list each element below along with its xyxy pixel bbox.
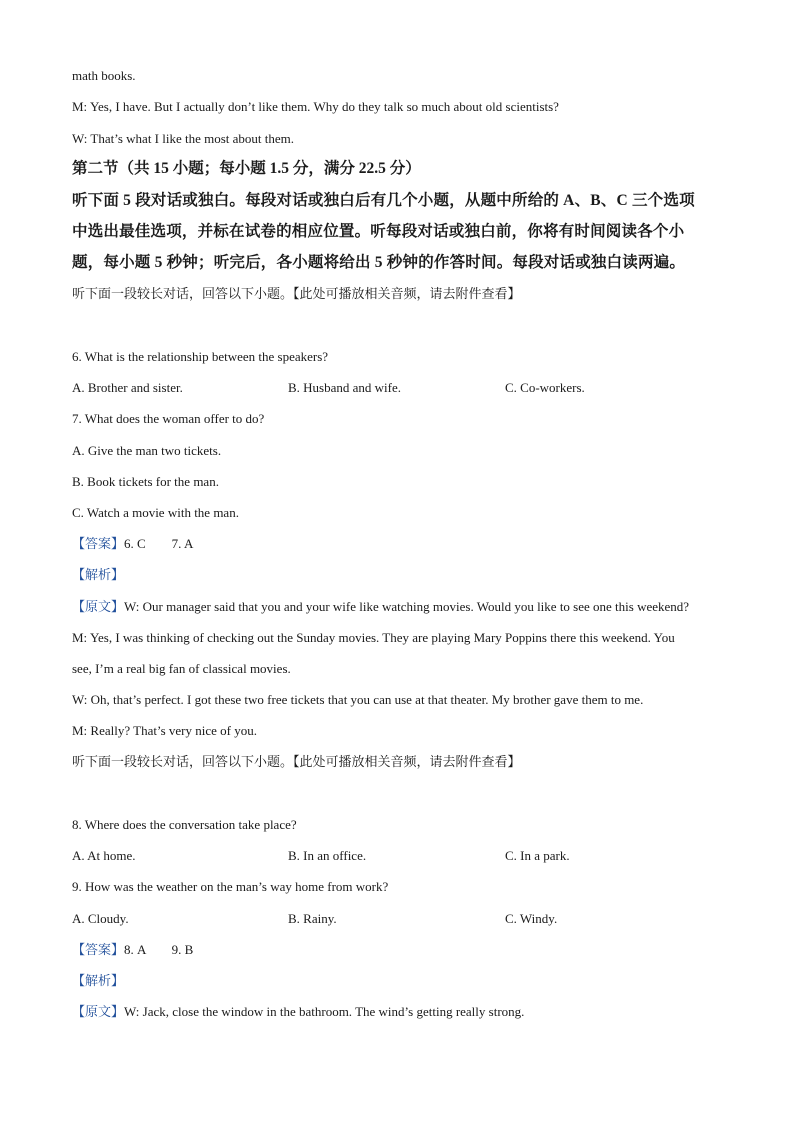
text-line: M: Yes, I have. But I actually don’t like them. Why do they talk so much about old scientists? — [72, 99, 559, 114]
q6-option-a: A. Brother and sister. — [72, 380, 183, 395]
transcript-tag: 【原文】 — [72, 1005, 125, 1020]
answer-tag: 【答案】 — [72, 943, 125, 958]
q6-option-b: B. Husband and wife. — [288, 380, 402, 395]
analysis-line — [72, 972, 124, 991]
q9-option-a: A. Cloudy. — [72, 911, 129, 926]
transcript-text: W: Jack, close the window in the bathroom. The wind’s getting really strong. — [124, 1004, 525, 1019]
transcript-text: M: Really? That’s very nice of you. — [72, 723, 257, 738]
q7-option-a: A. Give the man two tickets. — [72, 443, 222, 458]
q6-option-c: C. Co-workers. — [505, 380, 585, 395]
q8-option-c: C. In a park. — [505, 848, 570, 863]
answer-values: 8. A 9. B — [124, 942, 194, 957]
instruction-line: 听下面 5 段对话或独白。每段对话或独白后有几个小题，从题中所给的 A、B、C 三个选项 — [72, 192, 695, 209]
q7-option-c: C. Watch a movie with the man. — [72, 505, 239, 520]
transcript-tag: 【原文】 — [72, 600, 125, 615]
transcript-text: M: Yes, I was thinking of checking out the Sunday movies. They are playing Mary Poppins there this weekend. You — [72, 630, 675, 645]
q8-option-b: B. In an office. — [288, 848, 367, 863]
answer-values: 6. C 7. A — [124, 536, 194, 551]
q8-option-a: A. At home. — [72, 848, 136, 863]
q9-option-c: C. Windy. — [505, 911, 558, 926]
instruction-line: 题，每小题 5 秒钟；听完后，各小题将给出 5 秒钟的作答时间。每段对话或独白读两遍。 — [72, 254, 686, 271]
q9-option-b: B. Rainy. — [288, 911, 337, 926]
analysis-tag: 【解析】 — [72, 568, 125, 583]
question-8: 8. Where does the conversation take place? — [72, 817, 297, 832]
question-6: 6. What is the relationship between the speakers? — [72, 349, 329, 364]
answer-line — [72, 535, 193, 554]
transcript-text: W: Oh, that’s perfect. I got these two free tickets that you can use at that theater. My brother gave them to me. — [72, 692, 644, 707]
listening-intro: 听下面一段较长对话，回答以下小题。【此处可播放相关音频，请去附件查看】 — [72, 755, 521, 770]
analysis-line — [72, 566, 124, 585]
analysis-tag: 【解析】 — [72, 974, 125, 989]
listening-intro: 听下面一段较长对话，回答以下小题。【此处可播放相关音频，请去附件查看】 — [72, 287, 521, 302]
transcript-text: see, I’m a real big fan of classical movies. — [72, 661, 291, 676]
answer-line — [72, 941, 193, 960]
instruction-line: 中选出最佳选项，并标在试卷的相应位置。听每段对话或独白前，你将有时间阅读各个小 — [72, 223, 685, 240]
q7-option-b: B. Book tickets for the man. — [72, 474, 219, 489]
text-line: math books. — [72, 68, 136, 83]
answer-tag: 【答案】 — [72, 537, 125, 552]
question-9: 9. How was the weather on the man’s way home from work? — [72, 879, 389, 894]
transcript-text: W: Our manager said that you and your wife like watching movies. Would you like to see one this weekend? — [124, 599, 690, 614]
section-heading: 第二节（共 15 小题；每小题 1.5 分，满分 22.5 分） — [72, 160, 421, 177]
transcript-line — [72, 598, 689, 617]
transcript-line — [72, 1003, 524, 1022]
question-7: 7. What does the woman offer to do? — [72, 411, 265, 426]
text-line: W: That’s what I like the most about them. — [72, 131, 295, 146]
